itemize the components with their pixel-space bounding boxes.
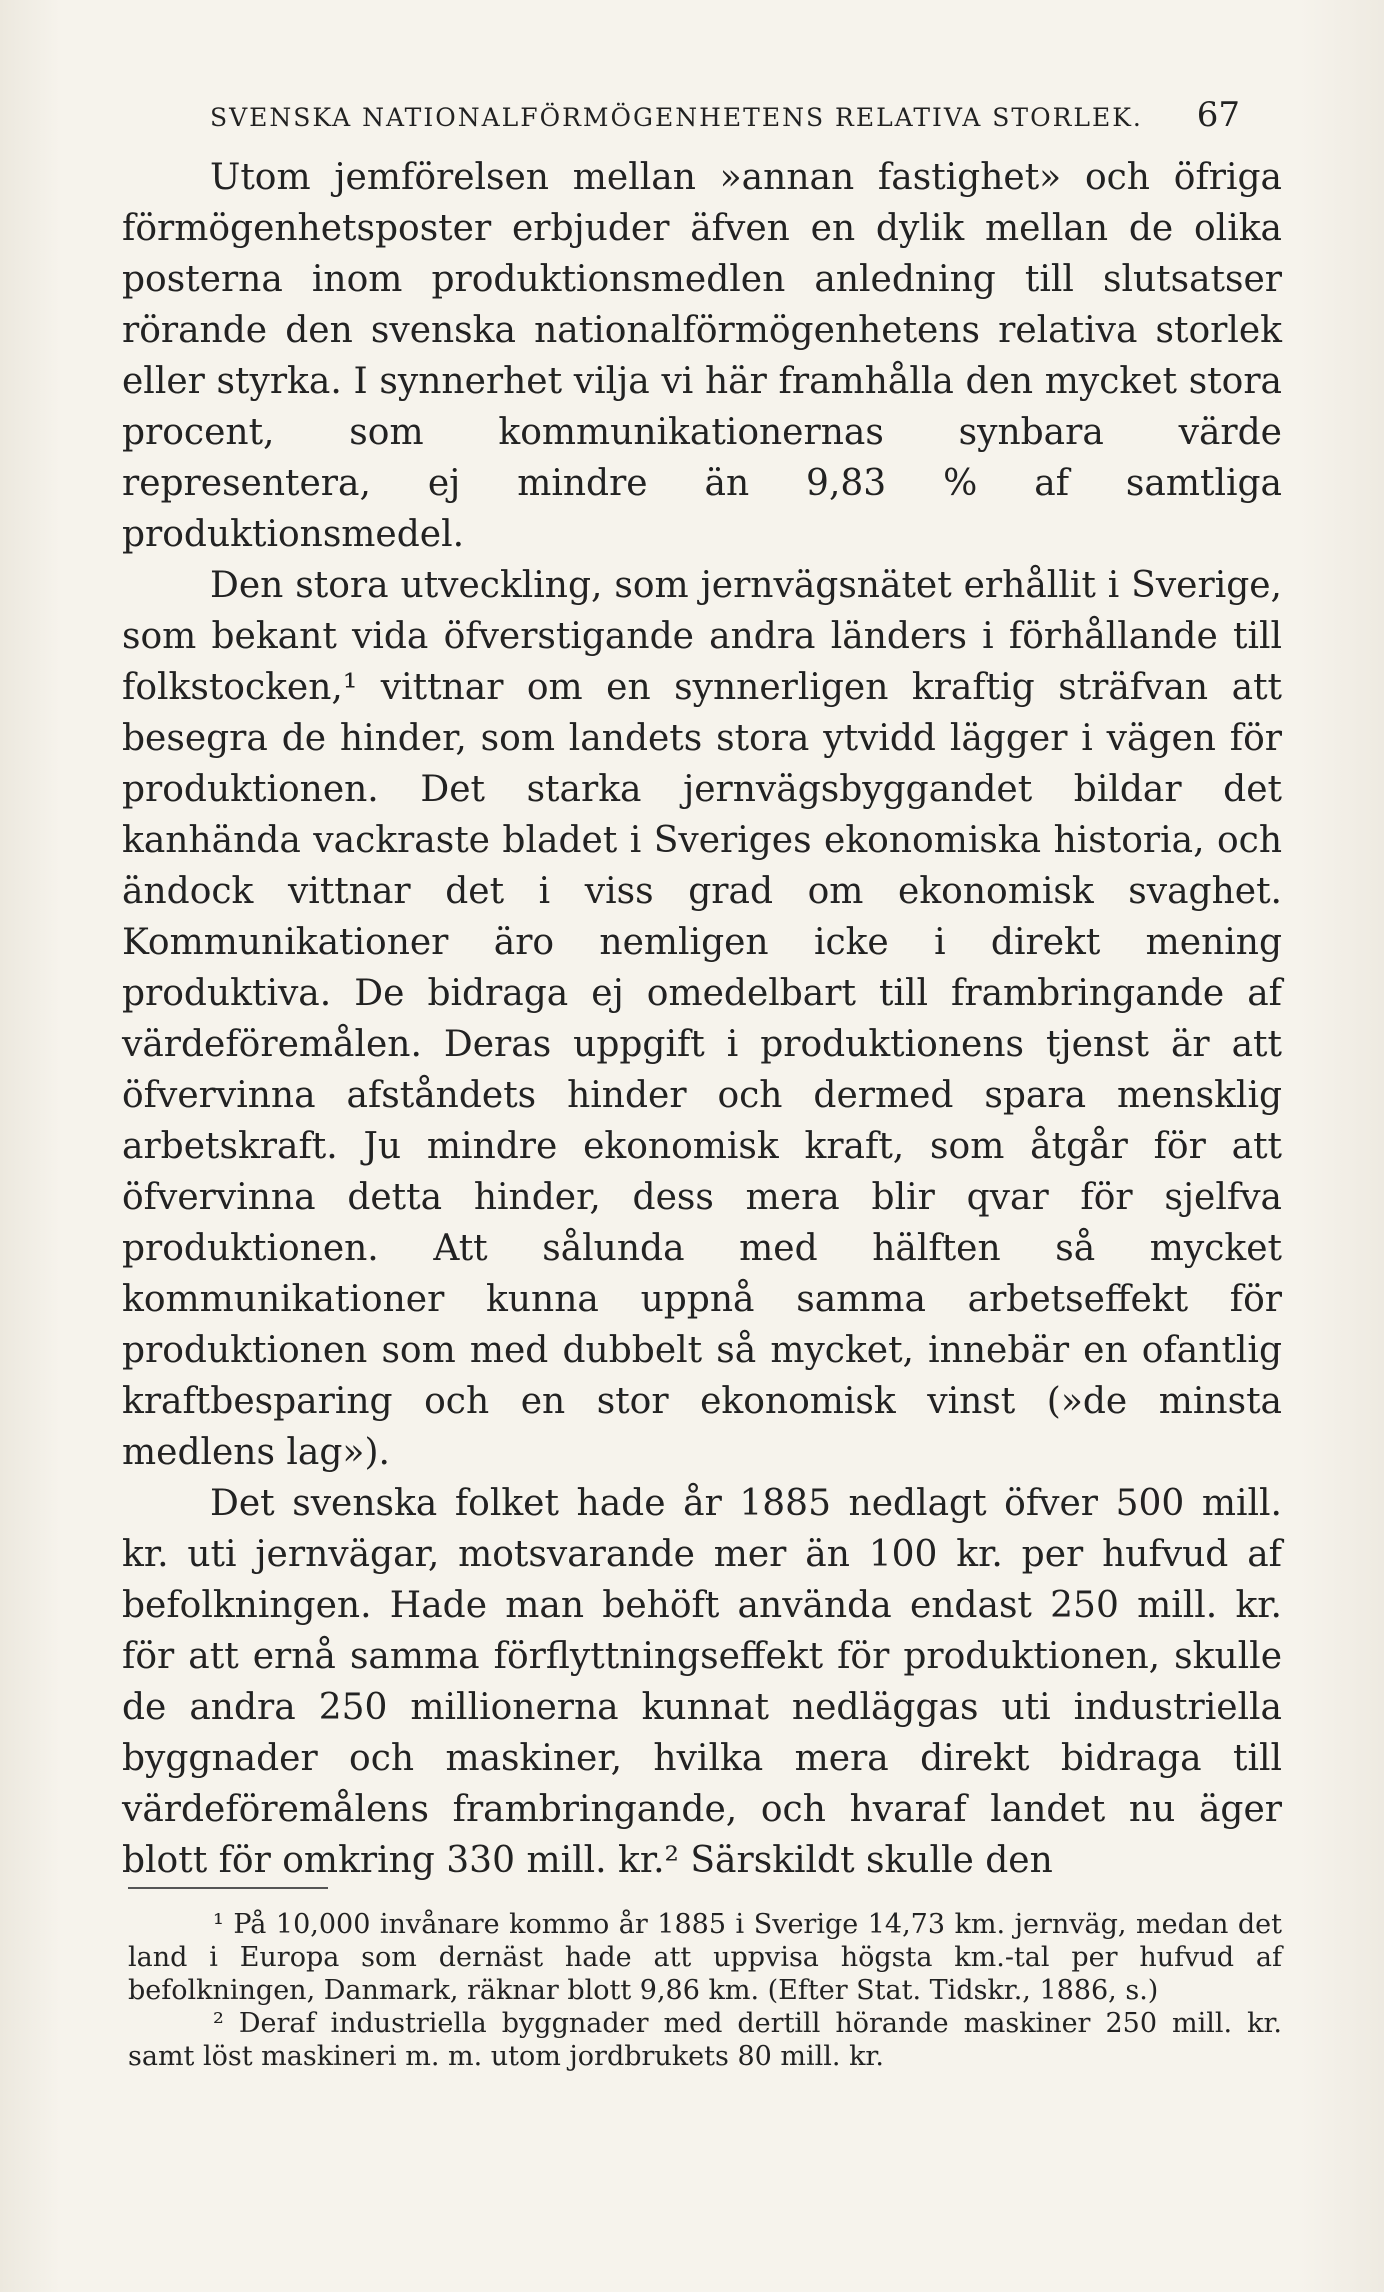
page-number: 67	[1196, 95, 1240, 135]
paragraph-2: Den stora utveckling, som jernvägsnätet erhållit i Sverige, som bekant vida öfverstigande andra länders i förhållande till folkstocken,¹ vittnar om en synnerligen kraftig sträfvan att besegra de hinder, som landets stora ytvidd lägger i vägen för produktionen. Det starka jernvägsbyggandet bildar det kanhända vackraste bladet i Sveriges ekonomiska historia, och ändock vittnar det i viss grad om ekonomisk svaghet. Kommunikationer äro nemligen icke i direkt mening produktiva. De bidraga ej omedelbart till frambringande af värdeföremålen. Deras uppgift i produktionens tjenst är att öfvervinna afståndets hinder och dermed spara mensklig arbetskraft. Ju mindre ekonomisk kraft, som åtgår för att öfvervinna detta hinder, dess mera blir qvar för sjelfva produktionen. Att sålunda med hälften så mycket kommunikationer kunna uppnå samma arbetseffekt för produktionen som med dubbelt så mycket, innebär en ofantlig kraftbesparing och en stor ekonomisk vinst (»de minsta medlens lag»).	[122, 565, 1282, 1473]
running-title: SVENSKA NATIONALFÖRMÖGENHETENS RELATIVA STORLEK.	[210, 103, 1143, 132]
footnote-rule	[128, 1887, 328, 1889]
paragraph-1: Utom jemförelsen mellan »annan fastighet» och öfriga förmögenhetsposter erbjuder äfven en dylik mellan de olika posterna inom produktionsmedlen anledning till slutsatser rörande den svenska nationalförmögenhetens relativa storlek eller styrka. I synnerhet vilja vi här framhålla den mycket stora procent, som kommunikationernas synbara värde representera, ej mindre än 9,83 % af samtliga produktionsmedel.	[122, 157, 1282, 555]
running-header	[210, 95, 1240, 135]
footnote-2: ² Deraf industriella byggnader med dertill hörande maskiner 250 mill. kr. samt löst maskineri m. m. utom jordbrukets 80 mill. kr.	[128, 2008, 1282, 2072]
footnotes	[128, 1908, 1282, 2073]
paragraph-3: Det svenska folket hade år 1885 nedlagt öfver 500 mill. kr. uti jernvägar, motsvarande mer än 100 kr. per hufvud af befolkningen. Hade man behöft använda endast 250 mill. kr. för att ernå samma förflyttningseffekt för produktionen, skulle de andra 250 millionerna kunnat nedläggas uti industriella byggnader och maskiner, hvilka mera direkt bidraga till värdeföremålens frambringande, och hvaraf landet nu äger blott för omkring 330 mill. kr.² Särskildt skulle den	[122, 1483, 1282, 1881]
body-text	[122, 152, 1282, 1886]
footnote-1: ¹ På 10,000 invånare kommo år 1885 i Sverige 14,73 km. jernväg, medan det land i Europa som dernäst hade att uppvisa högsta km.-tal per hufvud af befolkningen, Danmark, räknar blott 9,86 km. (Efter Stat. Tidskr., 1886, s.)	[128, 1909, 1282, 2006]
